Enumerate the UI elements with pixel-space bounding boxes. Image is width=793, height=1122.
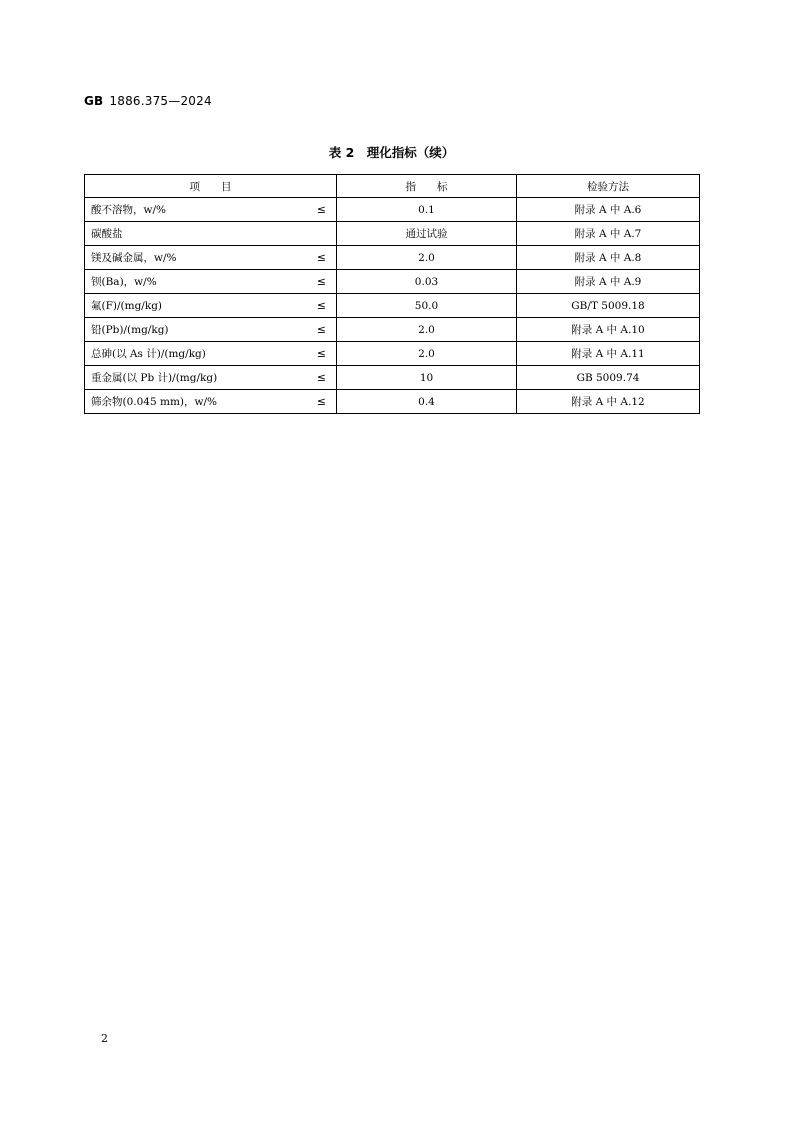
table-header-row	[85, 175, 700, 198]
comparison-symbol: ≤	[316, 323, 326, 336]
cell-item	[85, 246, 337, 270]
cell-method: GB 5009.74	[517, 366, 700, 390]
comparison-symbol: ≤	[316, 299, 326, 312]
cell-method: 附录 A 中 A.9	[517, 270, 700, 294]
table-title: 表 2 理化指标（续）	[328, 145, 455, 160]
column-header-item: 项 目	[85, 175, 337, 198]
physicochemical-table	[84, 174, 700, 414]
cell-limit: 2.0	[337, 342, 517, 366]
cell-limit: 2.0	[337, 246, 517, 270]
comparison-symbol: ≤	[316, 395, 326, 408]
item-name: 镁及碱金属，w/%	[91, 252, 177, 264]
cell-method: 附录 A 中 A.11	[517, 342, 700, 366]
cell-item	[85, 366, 337, 390]
table-row	[85, 222, 700, 246]
item-name: 酸不溶物，w/%	[91, 204, 167, 216]
page-number: 2	[101, 1032, 108, 1045]
item-wrap	[91, 298, 330, 313]
standard-code	[84, 94, 212, 108]
cell-item	[85, 318, 337, 342]
item-name: 碳酸盐	[91, 228, 123, 240]
cell-item	[85, 342, 337, 366]
table-row	[85, 246, 700, 270]
comparison-symbol: ≤	[316, 347, 326, 360]
table-row	[85, 390, 700, 414]
table-row	[85, 366, 700, 390]
cell-limit: 通过试验	[337, 222, 517, 246]
table-row	[85, 294, 700, 318]
item-wrap	[91, 394, 330, 409]
comparison-symbol: ≤	[316, 371, 326, 384]
column-header-limit: 指 标	[337, 175, 517, 198]
table-row	[85, 270, 700, 294]
item-name: 氟(F)/(mg/kg)	[91, 300, 163, 312]
cell-item	[85, 198, 337, 222]
cell-method: 附录 A 中 A.8	[517, 246, 700, 270]
item-wrap	[91, 202, 330, 217]
table-row	[85, 342, 700, 366]
comparison-symbol: ≤	[316, 251, 326, 264]
table-row	[85, 198, 700, 222]
item-wrap	[91, 250, 330, 265]
item-wrap	[91, 346, 330, 361]
cell-limit: 0.1	[337, 198, 517, 222]
item-name: 铅(Pb)/(mg/kg)	[91, 324, 169, 336]
item-name: 重金属(以 Pb 计)/(mg/kg)	[91, 372, 218, 384]
item-wrap	[91, 226, 330, 241]
cell-limit: 50.0	[337, 294, 517, 318]
cell-limit: 0.03	[337, 270, 517, 294]
standard-number: 1886.375—2024	[109, 94, 212, 108]
item-name: 筛余物(0.045 mm)，w/%	[91, 396, 218, 408]
cell-method: 附录 A 中 A.10	[517, 318, 700, 342]
cell-method: 附录 A 中 A.7	[517, 222, 700, 246]
item-wrap	[91, 274, 330, 289]
cell-method: 附录 A 中 A.6	[517, 198, 700, 222]
item-name: 钡(Ba)，w/%	[91, 276, 157, 288]
table-row	[85, 318, 700, 342]
item-wrap	[91, 322, 330, 337]
cell-method: GB/T 5009.18	[517, 294, 700, 318]
standard-prefix: GB	[84, 94, 104, 108]
cell-limit: 0.4	[337, 390, 517, 414]
cell-limit: 2.0	[337, 318, 517, 342]
column-header-method: 检验方法	[517, 175, 700, 198]
comparison-symbol: ≤	[316, 275, 326, 288]
cell-item	[85, 390, 337, 414]
cell-item	[85, 222, 337, 246]
item-wrap	[91, 370, 330, 385]
item-name: 总砷(以 As 计)/(mg/kg)	[91, 348, 206, 360]
comparison-symbol: ≤	[316, 203, 326, 216]
cell-limit: 10	[337, 366, 517, 390]
cell-method: 附录 A 中 A.12	[517, 390, 700, 414]
cell-item	[85, 270, 337, 294]
table-body	[85, 198, 700, 414]
cell-item	[85, 294, 337, 318]
